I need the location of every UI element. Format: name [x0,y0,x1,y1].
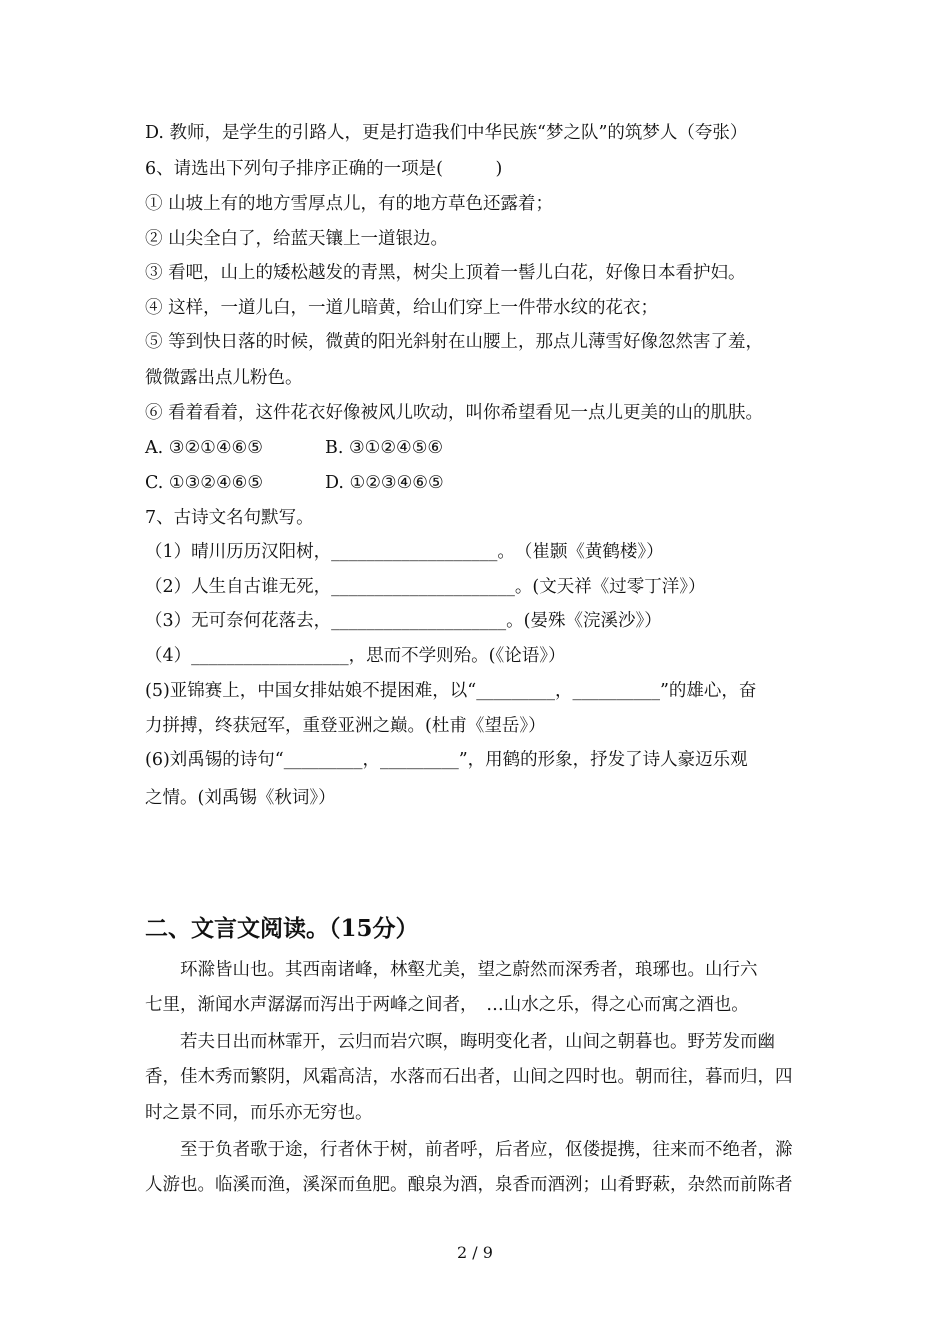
q6-option-b: B. ③①②④⑤⑥ [325,438,444,458]
section-2-heading: 二、文言文阅读。（15分） [145,915,419,942]
q6-sentence-6: ⑥ 看着看着，这件花衣好像被风儿吹动，叫你希望看见一点儿更美的山的肌肤。 [145,403,764,423]
q7-item-6: (6)刘禹锡的诗句“_________，_________”，用鹤的形象，抒发了诗人豪迈乐观 [145,750,748,770]
passage-line-7: 人游也。临溪而渔，溪深而鱼肥。酿泉为酒，泉香而酒洌；山肴野蔌，杂然而前陈者 [145,1175,793,1195]
q6-option-d: D. ①②③④⑥⑤ [325,473,444,493]
q6-stem: 6、请选出下列句子排序正确的一项是( ) [145,159,503,179]
q6-sentence-1: ① 山坡上有的地方雪厚点儿，有的地方草色还露着； [145,194,554,214]
q6-sentence-5: ⑤ 等到快日落的时候，微黄的阳光斜射在山腰上，那点儿薄雪好像忽然害了羞， [145,332,764,352]
passage-line-5: 时之景不同，而乐亦无穷也。 [145,1103,373,1123]
q6-option-c: C. ①③②④⑥⑤ [145,473,264,493]
q7-item-5-cont: 力拼搏，终获冠军，重登亚洲之巅。(杜甫《望岳》） [145,716,546,736]
page-number: 2 / 9 [457,1243,493,1262]
q7-item-2: （2）人生自古谁无死，_____________________。(文天祥《过零丁洋》） [145,577,706,597]
q7-item-1: （1）晴川历历汉阳树，___________________。 （崔颢《黄鹤楼》） [145,542,664,562]
q6-option-a: A. ③②①④⑥⑤ [145,438,263,458]
q6-sentence-2: ② 山尖全白了，给蓝天镶上一道银边。 [145,229,449,249]
q7-item-3: （3）无可奈何花落去，____________________。(晏殊《浣溪沙》） [145,611,662,631]
q6-options-row-1 [145,436,810,460]
passage-line-4: 香，佳木秀而繁阴，风霜高洁，水落而石出者，山间之四时也。朝而往，暮而归，四 [145,1067,793,1087]
q6-sentence-5-cont: 微微露出点儿粉色。 [145,368,303,388]
passage-line-1: 环滁皆山也。其西南诸峰，林壑尤美，望之蔚然而深秀者，琅琊也。山行六 [145,960,758,980]
q7-item-6-cont: 之情。(刘禹锡《秋词》） [145,788,336,808]
q5-option-d: D. 教师，是学生的引路人，更是打造我们中华民族“梦之队”的筑梦人（夸张） [145,123,748,143]
q6-sentence-4: ④ 这样，一道儿白，一道儿暗黄，给山们穿上一件带水纹的花衣； [145,298,659,318]
q7-item-4: （4）__________________，思而不学则殆。(《论语》） [145,646,566,666]
passage-line-6: 至于负者歌于途，行者休于树，前者呼，后者应，伛偻提携，往来而不绝者，滁 [145,1140,793,1160]
q6-sentence-3: ③ 看吧，山上的矮松越发的青黑，树尖上顶着一髻儿白花，好像日本看护妇。 [145,263,746,283]
q6-options-row-2 [145,471,810,495]
q7-stem: 7、古诗文名句默写。 [145,508,314,528]
passage-line-3: 若夫日出而林霏开，云归而岩穴暝，晦明变化者，山间之朝暮也。野芳发而幽 [145,1032,775,1052]
passage-line-2: 七里，渐闻水声潺潺而泻出于两峰之间者， …山水之乐，得之心而寓之酒也。 [145,995,749,1015]
q7-item-5: (5)亚锦赛上，中国女排姑娘不提困难，以“_________，__________”的雄心，奋 [145,681,757,701]
